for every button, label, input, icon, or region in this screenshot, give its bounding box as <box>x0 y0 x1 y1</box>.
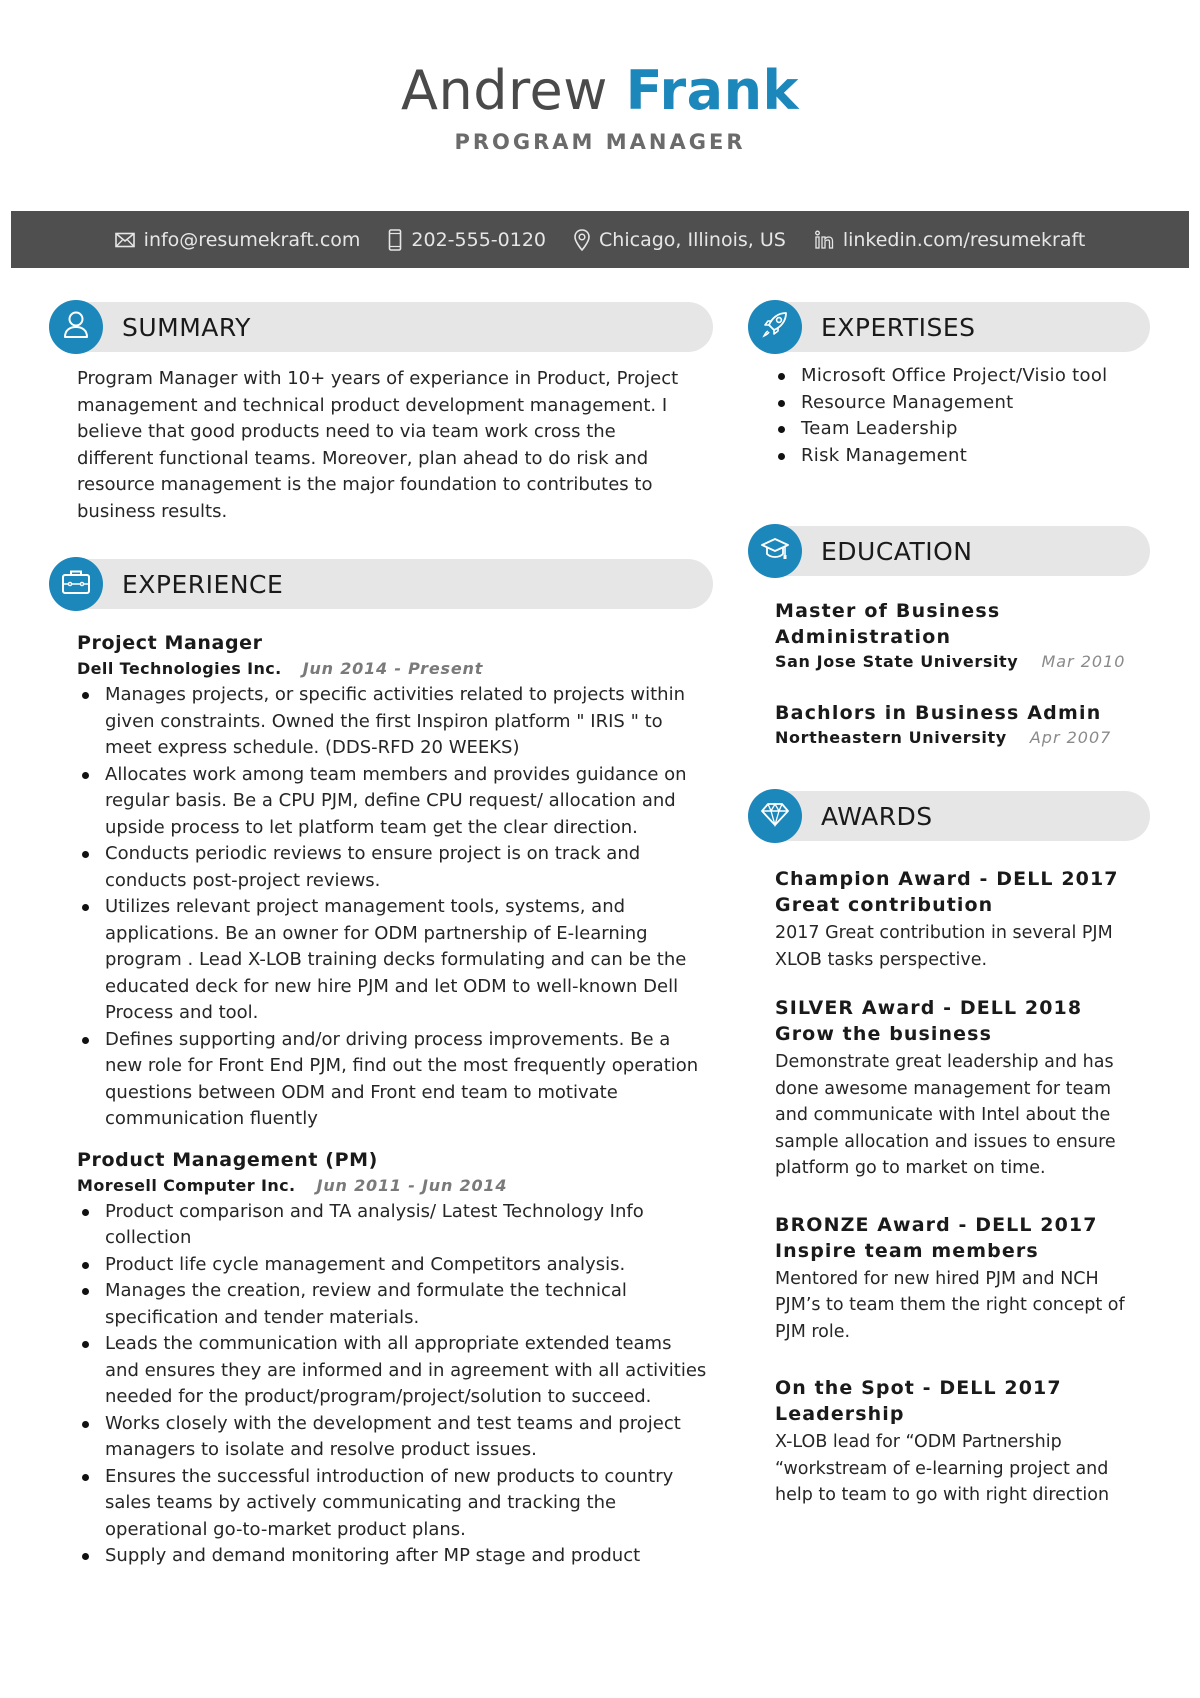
diamond-icon <box>760 801 790 831</box>
email-text: info@resumekraft.com <box>143 228 361 251</box>
award-entry <box>775 995 1130 1182</box>
location-text: Chicago, Illinois, US <box>599 228 786 251</box>
education-meta <box>775 650 1165 674</box>
candidate-name <box>0 58 1200 124</box>
award-title: On the Spot - DELL 2017 Leadership <box>775 1377 1062 1425</box>
education-entry <box>775 700 1165 750</box>
bullet-item: Conducts periodic reviews to ensure project is on track and conducts post-project reviews. <box>77 841 707 894</box>
award-title: Champion Award - DELL 2017 Great contribution <box>775 868 1119 916</box>
bullet-item: Allocates work among team members and provides guidance on regular basis. Be a CPU PJM, define CPU request/ allocation and upside process to let platform team get the clear direction. <box>77 762 707 842</box>
contact-phone[interactable] <box>388 229 546 251</box>
award-description: 2017 Great contribution in several PJM XLOB tasks perspective. <box>775 923 1113 970</box>
experience-list <box>77 630 707 1570</box>
user-icon <box>62 310 90 344</box>
graduation-cap-icon <box>760 536 790 566</box>
award-description: X-LOB lead for “ODM Partnership “workstream of e-learning project and help to team to go with right direction <box>775 1432 1110 1505</box>
linkedin-text: linkedin.com/resumekraft <box>842 228 1086 251</box>
school-name: San Jose State University <box>775 652 1019 671</box>
contact-email[interactable] <box>115 229 361 251</box>
education-entry <box>775 598 1015 650</box>
expertise-item: Resource Management <box>773 390 1163 417</box>
award-entry <box>775 1212 1130 1346</box>
graduation-date: Apr 2007 <box>1029 728 1112 747</box>
award-description: Mentored for new hired PJM and NCH PJM’s to team them the right concept of PJM role. <box>775 1268 1125 1342</box>
first-name: Andrew <box>401 59 608 122</box>
envelope-icon <box>115 232 135 248</box>
degree-name: Master of Business Administration <box>775 600 1001 648</box>
section-title: EDUCATION <box>821 536 973 566</box>
linkedin-icon <box>814 230 834 250</box>
job-position: Project Manager <box>77 632 263 654</box>
job-entry <box>77 630 707 1133</box>
contact-bar <box>11 211 1189 268</box>
job-dates: Jun 2011 - Jun 2014 <box>316 1175 508 1195</box>
education-list <box>775 598 1165 750</box>
job-title: PROGRAM MANAGER <box>454 130 746 154</box>
last-name: Frank <box>625 59 799 122</box>
expertise-item: Team Leadership <box>773 416 1163 443</box>
award-title: SILVER Award - DELL 2018 Grow the business <box>775 997 1083 1045</box>
school-name: Northeastern University <box>775 728 1007 747</box>
expertises-section-header <box>748 300 1150 354</box>
job-bullets <box>77 682 707 1133</box>
phone-icon <box>388 229 402 251</box>
section-title: EXPERTISES <box>821 312 976 342</box>
resume-header <box>0 58 1200 154</box>
education-meta <box>775 726 1165 750</box>
expertise-item: Risk Management <box>773 443 1163 470</box>
graduation-date: Mar 2010 <box>1041 652 1126 671</box>
bullet-item: Ensures the successful introduction of new products to country sales teams by actively communicating and tracking the operational go-to-market product plans. <box>77 1464 707 1544</box>
job-company: Moresell Computer Inc. <box>77 1175 296 1195</box>
award-entry <box>775 866 1130 973</box>
bullet-item: Product comparison and TA analysis/ Latest Technology Info collection <box>77 1199 707 1252</box>
section-icon-circle <box>49 300 103 354</box>
bullet-item: Utilizes relevant project management tools, systems, and applications. Be an owner for ODM partnership of E-learning program . Lead X-LOB training decks formulating and can be the educated deck for new hire PJM and let ODM to well-known Dell Process and tool. <box>77 894 707 1027</box>
bullet-item: Manages the creation, review and formulate the technical specification and tender materials. <box>77 1278 707 1331</box>
bullet-item: Defines supporting and/or driving process improvements. Be a new role for Front End PJM, find out the most frequently operation questions between ODM and Front end team to motivate communication fluently <box>77 1027 707 1133</box>
expertise-list <box>773 363 1163 469</box>
award-title: BRONZE Award - DELL 2017 Inspire team members <box>775 1213 1098 1262</box>
job-dates: Jun 2014 - Present <box>302 659 484 678</box>
job-position: Product Management (PM) <box>77 1148 378 1171</box>
section-icon-circle <box>49 557 103 611</box>
awards-section-header <box>748 789 1150 843</box>
job-meta <box>77 656 707 682</box>
bullet-item: Works closely with the development and test teams and project managers to isolate and resolve product issues. <box>77 1411 707 1464</box>
briefcase-icon <box>61 569 91 599</box>
bullet-item: Leads the communication with all appropriate extended teams and ensures they are informed and in agreement with all activities needed for the product/program/project/solution to succeed. <box>77 1331 707 1411</box>
section-icon-circle <box>748 300 802 354</box>
expertise-item: Microsoft Office Project/Visio tool <box>773 363 1163 390</box>
job-entry <box>77 1147 707 1570</box>
phone-text: 202-555-0120 <box>411 228 547 251</box>
rocket-icon <box>760 310 790 344</box>
section-title: EXPERIENCE <box>122 569 284 599</box>
bullet-item: Supply and demand monitoring after MP stage and product <box>77 1543 707 1570</box>
award-description: Demonstrate great leadership and has done awesome management for team and communicate with Intel about the sample allocation and issues to ensure platform go to market on time. <box>775 1052 1116 1178</box>
contact-location <box>574 229 786 251</box>
location-pin-icon <box>574 229 590 251</box>
contact-linkedin[interactable] <box>814 229 1086 251</box>
job-company: Dell Technologies Inc. <box>77 659 282 678</box>
job-meta <box>77 1173 707 1199</box>
summary-text: Program Manager with 10+ years of experiance in Product, Project management and technical product development management. I believe that good products need to via team work cross the different functional teams. Moreover, plan ahead to do risk and resource management is the major foundation to contributes to business results. <box>77 368 679 522</box>
job-bullets <box>77 1199 707 1570</box>
summary-section-header <box>49 300 713 354</box>
degree-name: Bachlors in Business Admin <box>775 702 1102 724</box>
award-entry <box>775 1375 1130 1509</box>
awards-list <box>775 866 1130 1509</box>
bullet-item: Product life cycle management and Competitors analysis. <box>77 1252 707 1279</box>
section-title: AWARDS <box>821 801 933 831</box>
section-icon-circle <box>748 789 802 843</box>
section-title: SUMMARY <box>122 312 251 342</box>
section-icon-circle <box>748 524 802 578</box>
education-section-header <box>748 524 1150 578</box>
bullet-item: Manages projects, or specific activities related to projects within given constraints. Owned the first Inspiron platform " IRIS " to meet express schedule. (DDS-RFD 20 WEEKS) <box>77 682 707 762</box>
experience-section-header <box>49 557 713 611</box>
